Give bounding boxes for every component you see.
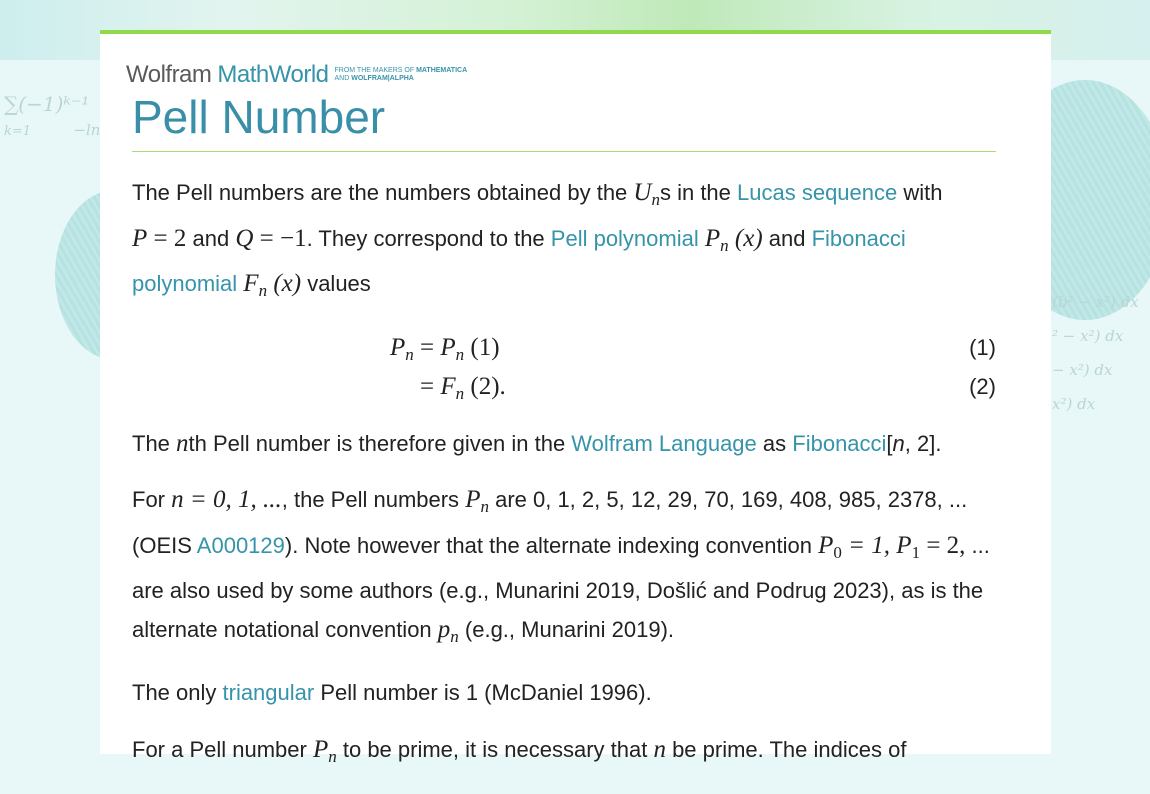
- paragraph-definition: The Pell numbers are the numbers obtained by the $U_ns$ in the Lucas sequence with P = 2 and Q = −1. They correspond to the Pell polynomial $P_n$ (x) and Fibonacci polynomial $F_n$ (x) values: [132, 179, 943, 300]
- link-triangular[interactable]: triangular: [222, 680, 315, 705]
- background-formula-right: (b² − x²) dx ² − x²) dx − x²) dx x²) dx: [1052, 293, 1139, 413]
- link-pell-polynomial[interactable]: Pell polynomial: [550, 225, 699, 251]
- link-fibonacci-function[interactable]: Fibonacci: [792, 430, 887, 456]
- logo-mathworld: MathWorld: [217, 61, 329, 88]
- equation-row: = $F_n$ (2). (2): [132, 368, 996, 407]
- paragraph-sequence-values: For n = 0, 1, ..., the Pell numbers $P_n$ are 0, 1, 2, 5, 12, 29, 70, 169, 408, 985, 2378, ... (OEIS A000129). Note however that the alternate indexing convention $P_0 = 1$, $P_1 = 2$, ... are also used by some authors (e.g., Munarini 2019, Došlić and Podrug 2023), as is the alternate notational convention $p_n$ (e.g., Munarini 2019).: [132, 486, 990, 646]
- equation-block: [132, 329, 1002, 407]
- paragraph-wolfram-language: The nth Pell number is therefore given in the Wolfram Language as Fibonacci[n, 2].: [132, 429, 942, 457]
- logo-tagline: FROM THE MAKERS OF MATHEMATICA AND WOLFRAM|ALPHA: [334, 67, 468, 82]
- background-formula-left: ∑(−1)ᵏ⁻¹ k=1 −ln: [4, 92, 101, 139]
- logo-wolfram: Wolfram: [126, 61, 212, 88]
- paragraph-triangular: The only triangular Pell number is 1 (McDaniel 1996).: [132, 680, 652, 705]
- article-body: [132, 174, 1002, 794]
- paragraph-primes: For a Pell number $P_n$ to be prime, it is necessary that n be prime. The indices of: [132, 735, 907, 766]
- link-fibonacci-polynomial[interactable]: Fibonacci polynomial: [132, 225, 906, 296]
- link-wolfram-language[interactable]: Wolfram Language: [571, 430, 757, 456]
- link-lucas-sequence[interactable]: Lucas sequence: [737, 180, 898, 205]
- equation-number: (2): [969, 373, 996, 399]
- link-oeis-a000129[interactable]: A000129: [196, 532, 285, 558]
- equation-row: $P_n$ = $P_n$ (1) (1): [132, 329, 996, 368]
- title-divider: [132, 151, 996, 152]
- article-page: [100, 30, 1051, 766]
- equation-number: (1): [969, 334, 996, 360]
- site-logo[interactable]: [126, 61, 467, 89]
- page-title: Pell Number: [132, 91, 386, 143]
